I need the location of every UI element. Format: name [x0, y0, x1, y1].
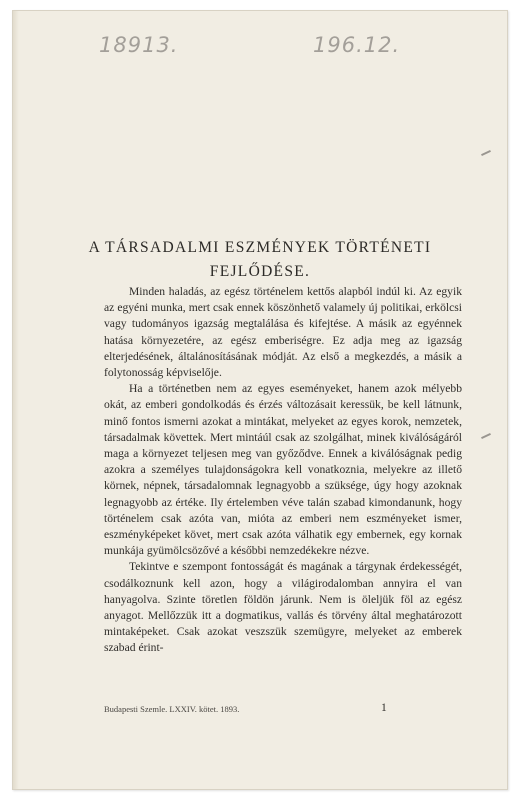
paragraph: Tekintve e szempont fontosságát és magának a tárgynak érdekességét, csodálkoznunk kell azon, hogy a világirodalomban annyira el van hanyagolva. Szinte töretlen földön járunk. Nem is öleljük föl az egész anyagot. Mellőzzük itt a dogmatikus, vallás és törvény által meghatározott mintaképeket. Csak azokat veszszük szemügyre, melyeket az emberek szabad érint- — [104, 560, 462, 655]
article-body — [104, 284, 462, 657]
title-line: A TÁRSADALMI ESZMÉNYEK TÖRTÉNETI — [88, 239, 432, 256]
margin-mark — [481, 150, 491, 156]
page-number: 1 — [381, 701, 387, 714]
shelf-mark-annotation: 196.12. — [313, 33, 401, 57]
margin-mark — [481, 433, 491, 439]
journal-footer: Budapesti Szemle. LXXIV. kötet. 1893. — [104, 704, 240, 714]
paragraph: Minden haladás, az egész történelem kettős alapból indúl ki. Az egyik az egyéni munka, mert csak ennek köszönhető valamely új politikai, erkölcsi vagy tudományos igazság megtalálása és kifejtése. A másik az egyénnek hatása környezetére, az egész emberiségre. Ez adja meg az igazság elterjedésének, általánosításának módját. Az első a megkezdés, a másik a folytonosság képviselője. — [104, 285, 462, 380]
article-title — [13, 236, 507, 284]
document-page — [12, 10, 508, 790]
paragraph: Ha a történetben nem az egyes eseményeket, hanem azok mélyebb okát, az emberi gondolkodás és érzés változásait keressük, be kell látnunk, minő fontos ismerni azokat a mintákat, melyeket az egyes korok, nemzetek, társadalmak követtek. Mert mintáúl csak az szolgálhat, minek kiválóságáról maga a környezet teljesen meg van győződve. Ennek a kiválóságnak pedig azokra a személyes tulajdonságokra kell vonatkoznia, melyekre az illető körnek, népnek, társadalomnak legnagyobb a szüksége, úgy hogy azoknak legnagyobb az értéke. Ily értelemben véve talán szabad kimondanunk, hogy történelem csak azóta van, mióta az emberi nem eszményeket ismer, eszményképeket követ, mert csak azóta válhatik egy embernek, egy kornak munkája gyümölcsözővé a későbbi nemzedékekre nézve. — [104, 382, 462, 558]
title-line: FEJLŐDÉSE. — [209, 263, 311, 280]
catalog-number-annotation: 18913. — [99, 33, 179, 57]
